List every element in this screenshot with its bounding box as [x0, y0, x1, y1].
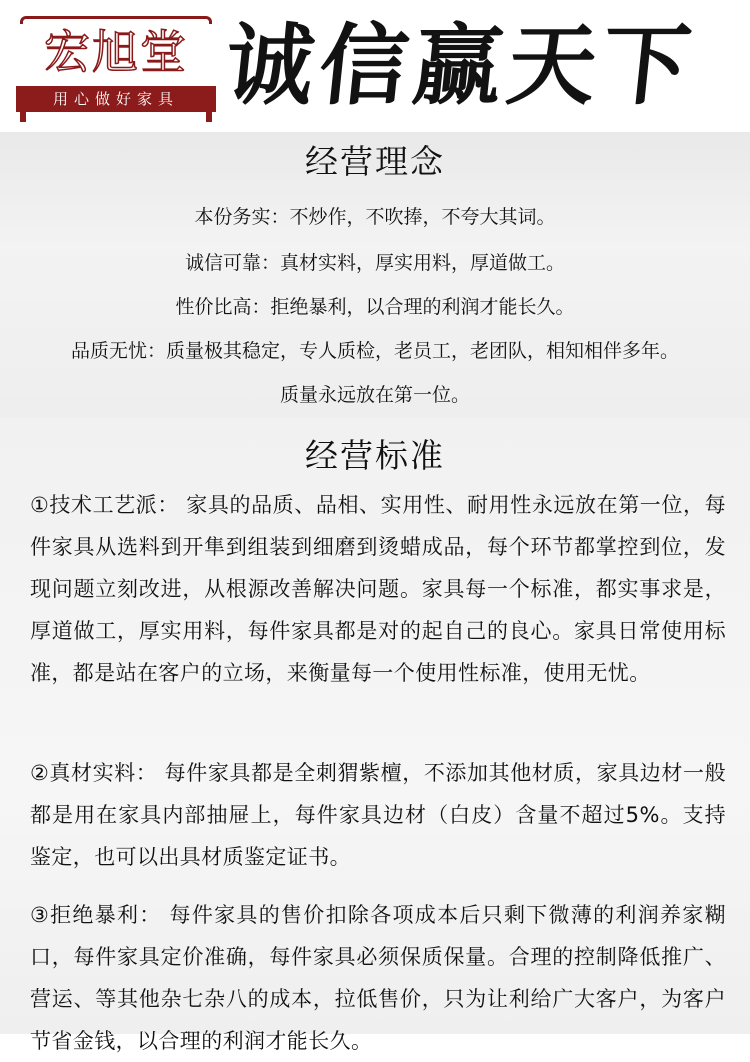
philosophy-line: 诚信可靠：真材实料，厚实用料，厚道做工。 [184, 252, 565, 274]
standards-paragraph-materials: ②真材实料： 每件家具都是全刺猬紫檀，不添加其他材质，家具边材一般都是用在家具内部抽屉上，每件家具边材（白皮）含量不超过5%。支持鉴定，也可以出具材质鉴定证书。 [30, 761, 726, 869]
brand-logo[interactable] [16, 14, 216, 110]
logo-name: 宏旭堂 [44, 25, 188, 79]
logo-tagline: 用心做好家具 [16, 86, 216, 112]
philosophy-line: 性价比高：拒绝暴利，以合理的利润才能长久。 [175, 296, 575, 318]
philosophy-line: 本份务实：不炒作，不吹捧，不夸大其词。 [194, 206, 556, 228]
standards-title: 经营标准 [305, 436, 445, 475]
logo-plaque [16, 14, 216, 86]
logo-leg-right [206, 110, 212, 122]
philosophy-line: 品质无忧：质量极其稳定，专人质检，老员工，老团队，相知相伴多年。 [70, 340, 679, 362]
logo-leg-left [20, 110, 26, 122]
philosophy-line: 质量永远放在第一位。 [279, 384, 470, 406]
philosophy-title: 经营理念 [305, 142, 445, 181]
standards-section [0, 418, 750, 1053]
standards-paragraph-pricing: ③拒绝暴利： 每件家具的售价扣除各项成本后只剩下微薄的利润养家糊口，每件家具定价准确，每件家具必须保质保量。合理的控制降低推广、营运、等其他杂七杂八的成本，拉低售价，只为让利给广大客户，为客户节省金钱，以合理的利润才能长久。 [30, 903, 726, 1053]
header [0, 0, 750, 132]
slogan-calligraphy: 诚信赢天下 [220, 13, 702, 117]
standards-paragraph-craft: ①技术工艺派： 家具的品质、品相、实用性、耐用性永远放在第一位，每件家具从选料到开隼到组装到细磨到烫蜡成品，每个环节都掌控到位，发现问题立刻改进，从根源改善解决问题。家具每一个标准，都实事求是，厚道做工，厚实用料，每件家具都是对的起自己的良心。家具日常使用标准，都是站在客户的立场，来衡量每一个使用性标准，使用无忧。 [30, 493, 726, 685]
philosophy-section [0, 132, 750, 418]
